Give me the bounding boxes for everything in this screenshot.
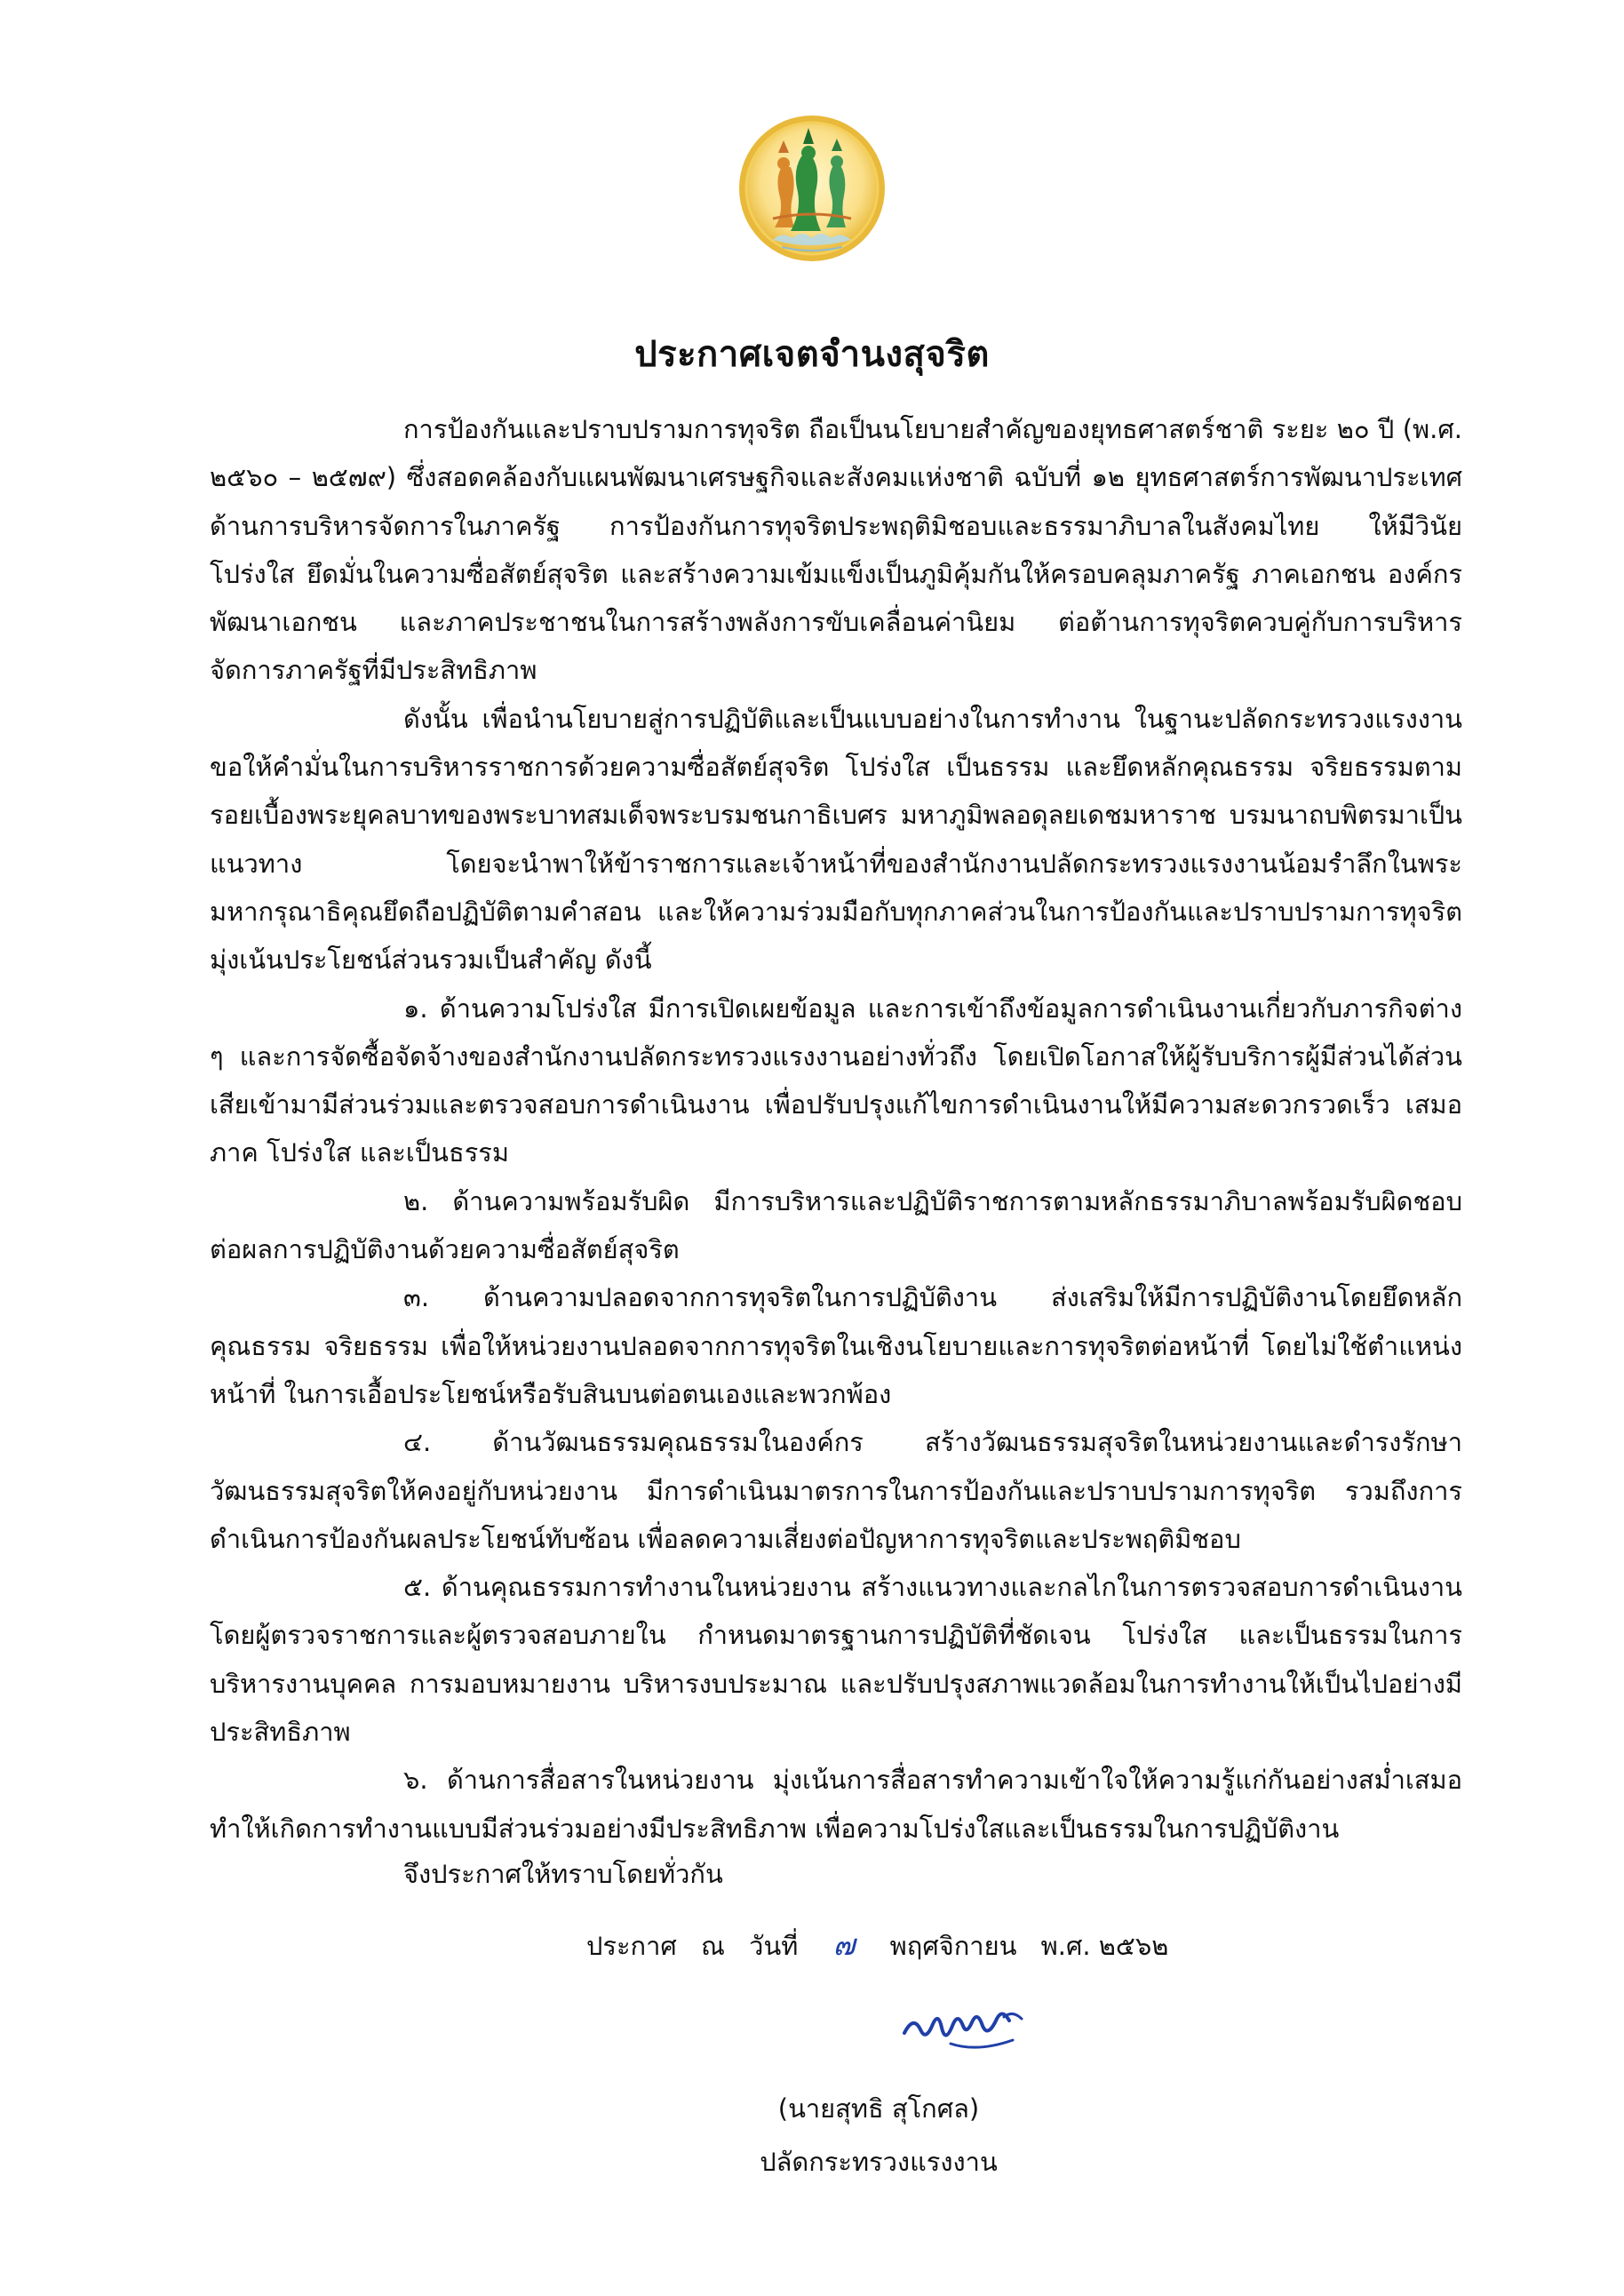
- commitment-paragraph: ดังนั้น เพื่อนำนโยบายสู่การปฏิบัติและเป็นแบบอย่างในการทำงาน ในฐานะปลัดกระทรวงแรงงานขอให้คำมั่นในการบริหารราชการด้วยความซื่อสัตย์สุจริต โปร่งใส เป็นธรรม และยึดหลักคุณธรรม จริยธรรมตามรอยเบื้องพระยุคลบาทของพระบาทสมเด็จพระบรมชนกาธิเบศร มหาภูมิพลอดุลยเดชมหาราช บรมนาถบพิตรมาเป็นแนวทาง โดยจะนำพาให้ข้าราชการและเจ้าหน้าที่ของสำนักงานปลัดกระทรวงแรงงานน้อมรำลึกในพระมหากรุณาธิคุณยึดถือปฏิบัติตามคำสอน และให้ความร่วมมือกับทุกภาคส่วนในการป้องกันและปราบปรามการทุจริต มุ่งเน้นประโยชน์ส่วนรวมเป็นสำคัญ ดังนี้: [210, 703, 1462, 976]
- closing-statement: จึงประกาศให้ทราบโดยทั่วกัน: [403, 1859, 723, 1889]
- ministry-of-labour-emblem-icon: [737, 114, 887, 263]
- item-text: ด้านความพร้อมรับผิด มีการบริหารและปฏิบัติราชการตามหลักธรรมาภิบาลพร้อมรับผิดชอบต่อผลการปฏิบัติงานด้วยความซื่อสัตย์สุจริต: [210, 1185, 1463, 1265]
- item-number: ๑.: [403, 993, 428, 1024]
- date-day: ๗: [832, 1927, 856, 1962]
- list-item: [210, 1756, 1462, 1853]
- item-text: ด้านการสื่อสารในหน่วยงาน มุ่งเน้นการสื่อสารทำความเข้าใจให้ความรู้แก่กันอย่างสม่ำเสมอทำให้เกิดการทำงานแบบมีส่วนร่วมอย่างมีประสิทธิภาพ เพื่อความโปร่งใสและเป็นธรรมในการปฏิบัติงาน: [210, 1765, 1462, 1844]
- date-year: พ.ศ. ๒๕๖๒: [1040, 1931, 1169, 1961]
- intro-paragraph: การป้องกันและปราบปรามการทุจริต ถือเป็นนโยบายสำคัญของยุทธศาสตร์ชาติ ระยะ ๒๐ ปี (พ.ศ. ๒๕๖๐ – ๒๕๗๙) ซึ่งสอดคล้องกับแผนพัฒนาเศรษฐกิจและสังคมแห่งชาติ ฉบับที่ ๑๒ ยุทธศาสตร์การพัฒนาประเทศ ด้านการบริหารจัดการในภาครัฐ การป้องกันการทุจริตประพฤติมิชอบและธรรมาภิบาลในสังคมไทย ให้มีวินัย โปร่งใส ยึดมั่นในความซื่อสัตย์สุจริต และสร้างความเข้มแข็งเป็นภูมิคุ้มกันให้ครอบคลุมภาครัฐ ภาคเอกชน องค์กรพัฒนาเอกชน และภาคประชาชนในการสร้างพลังการขับเคลื่อนค่านิยม ต่อต้านการทุจริตควบคู่กับการบริหารจัดการภาครัฐที่มีประสิทธิภาพ: [210, 414, 1462, 686]
- signer-name: (นายสุทธิ สุโกศล): [777, 2093, 980, 2124]
- item-number: ๕.: [403, 1572, 432, 1603]
- list-item: [210, 1177, 1462, 1274]
- item-number: ๒.: [403, 1185, 429, 1216]
- date-month: พฤศจิกายน: [889, 1931, 1017, 1961]
- announcement-body: [210, 405, 1462, 1853]
- item-number: ๖.: [403, 1765, 428, 1796]
- list-item: [210, 1563, 1462, 1756]
- item-text: ด้านความปลอดจากการทุจริตในการปฏิบัติงาน ส่งเสริมให้มีการปฏิบัติงานโดยยึดหลักคุณธรรม จริยธรรม เพื่อให้หน่วยงานปลอดจากการทุจริตในเชิงนโยบายและการทุจริตต่อหน้าที่ โดยไม่ใช้ตำแหน่งหน้าที่ ในการเอื้อประโยชน์หรือรับสินบนต่อตนเองและพวกพ้อง: [210, 1282, 1462, 1409]
- item-text: ด้านวัฒนธรรมคุณธรรมในองค์กร สร้างวัฒนธรรมสุจริตในหน่วยงานและดำรงรักษาวัฒนธรรมสุจริตให้คงอยู่กับหน่วยงาน มีการดำเนินมาตรการในการป้องกันและปราบปรามการทุจริต รวมถึงการดำเนินการป้องกันผลประโยชน์ทับซ้อน เพื่อลดความเสี่ยงต่อปัญหาการทุจริตและประพฤติมิชอบ: [210, 1427, 1462, 1554]
- list-item: [210, 1273, 1462, 1418]
- date-label: ประกาศ: [586, 1931, 677, 1961]
- date-at: ณ: [701, 1931, 725, 1961]
- list-item: [210, 985, 1462, 1177]
- announcement-date: [586, 1921, 1184, 1968]
- item-number: ๓.: [403, 1282, 430, 1313]
- item-text: ด้านคุณธรรมการทำงานในหน่วยงาน สร้างแนวทางและกลไกในการตรวจสอบการดำเนินงานโดยผู้ตรวจราชการและผู้ตรวจสอบภายใน กำหนดมาตรฐานการปฏิบัติที่ชัดเจน โปร่งใส และเป็นธรรมในการบริหารงานบุคคล การมอบหมายงาน บริหารงบประมาณ และปรับปรุงสภาพแวดล้อมในการทำงานให้เป็นไปอย่างมีประสิทธิภาพ: [210, 1572, 1463, 1748]
- signer-position: ปลัดกระทรวงแรงงาน: [760, 2147, 998, 2177]
- date-day-label: วันที่: [749, 1931, 799, 1961]
- list-item: [210, 1418, 1462, 1563]
- handwritten-signature-icon: [897, 1997, 1039, 2060]
- item-number: ๔.: [403, 1427, 432, 1458]
- item-text: ด้านความโปร่งใส มีการเปิดเผยข้อมูล และการเข้าถึงข้อมูลการดำเนินงานเกี่ยวกับภารกิจต่าง ๆ และการจัดซื้อจัดจ้างของสำนักงานปลัดกระทรวงแรงงานอย่างทั่วถึง โดยเปิดโอกาสให้ผู้รับบริการผู้มีส่วนได้ส่วนเสียเข้ามามีส่วนร่วมและตรวจสอบการดำเนินงาน เพื่อปรับปรุงแก้ไขการดำเนินงานให้มีความสะดวกรวดเร็ว เสมอภาค โปร่งใส และเป็นธรรม: [210, 993, 1463, 1168]
- page-title: ประกาศเจตจำนงสุจริต: [634, 334, 990, 375]
